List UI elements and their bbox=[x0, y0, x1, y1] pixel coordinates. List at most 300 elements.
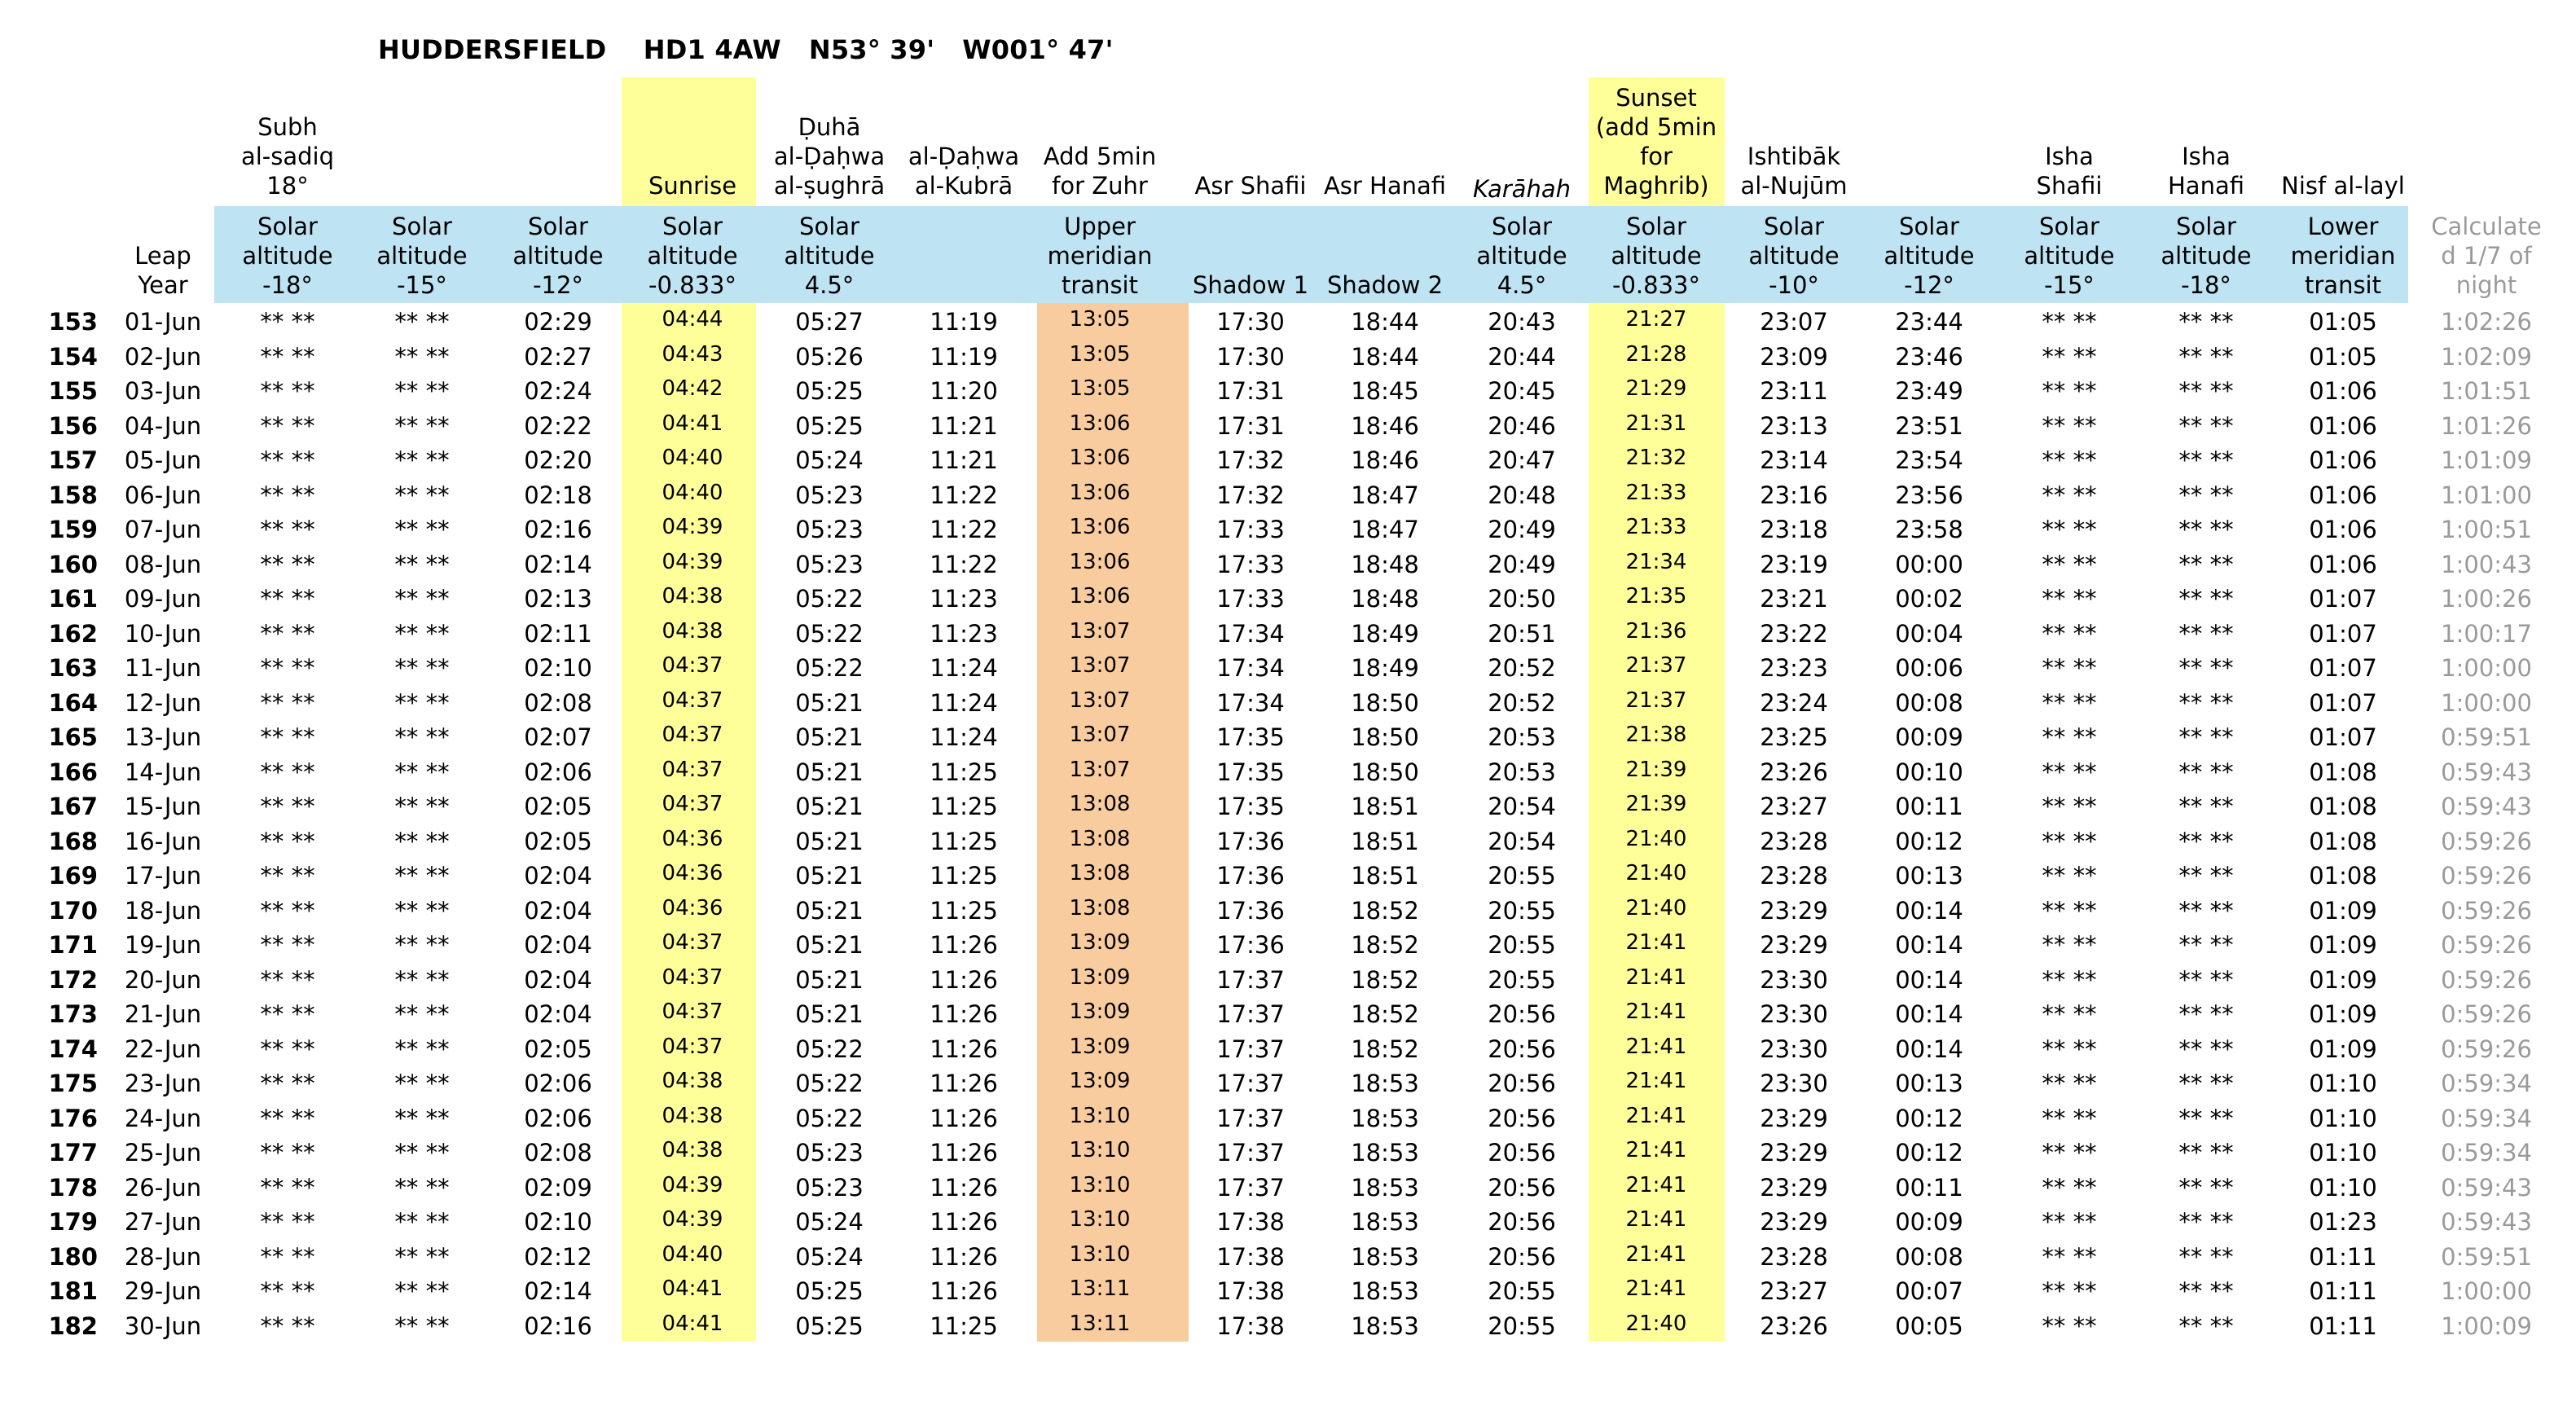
time-cell: 00:02 bbox=[1895, 585, 1963, 613]
header-line: Solar bbox=[2039, 213, 2099, 240]
time-cell: 13:09 bbox=[1069, 930, 1131, 955]
time-cell: 23:29 bbox=[1760, 1208, 1828, 1236]
header-line: Isha bbox=[2045, 143, 2094, 170]
time-cell: 11:26 bbox=[930, 965, 998, 994]
time-cell: 04:37 bbox=[662, 930, 723, 955]
time-cell: 01:06 bbox=[2309, 411, 2377, 440]
day-number: 182 bbox=[48, 1312, 98, 1340]
time-cell: 05:21 bbox=[795, 758, 864, 786]
time-cell: ** ** bbox=[260, 411, 315, 440]
time-cell: 02:06 bbox=[524, 1104, 592, 1132]
time-cell: 1:01:09 bbox=[2441, 446, 2532, 474]
header-line: al-Nujūm bbox=[1740, 172, 1848, 200]
date-cell: 06-Jun bbox=[124, 481, 202, 509]
time-cell: 01:11 bbox=[2309, 1242, 2377, 1271]
time-cell: ** ** bbox=[260, 965, 315, 994]
time-cell: ** ** bbox=[2178, 342, 2234, 371]
time-cell: 20:46 bbox=[1488, 411, 1556, 440]
time-cell: ** ** bbox=[2178, 654, 2234, 682]
time-cell: 11:24 bbox=[930, 723, 998, 751]
time-cell: 21:41 bbox=[1625, 1276, 1687, 1301]
time-cell: ** ** bbox=[260, 1104, 315, 1132]
day-number: 177 bbox=[48, 1139, 98, 1167]
time-cell: ** ** bbox=[394, 931, 450, 959]
time-cell: 01:09 bbox=[2309, 896, 2377, 925]
time-cell: 20:56 bbox=[1488, 1208, 1556, 1236]
time-cell: 21:39 bbox=[1625, 757, 1687, 782]
time-cell: 00:13 bbox=[1895, 862, 1963, 890]
time-cell: 01:09 bbox=[2309, 1035, 2377, 1063]
time-cell: 20:56 bbox=[1488, 1242, 1556, 1271]
time-cell: 04:38 bbox=[662, 1138, 723, 1162]
time-cell: 0:59:43 bbox=[2441, 793, 2532, 820]
time-cell: 02:13 bbox=[524, 585, 592, 613]
table-row bbox=[0, 409, 2576, 443]
time-cell: 23:30 bbox=[1760, 965, 1828, 994]
time-cell: 18:45 bbox=[1351, 377, 1419, 405]
table-row bbox=[0, 478, 2576, 512]
time-cell: 11:25 bbox=[930, 827, 998, 855]
time-cell: 21:39 bbox=[1625, 792, 1687, 816]
time-cell: ** ** bbox=[394, 827, 450, 855]
time-cell: ** ** bbox=[2042, 550, 2097, 578]
table-row bbox=[0, 720, 2576, 754]
time-cell: 23:29 bbox=[1760, 931, 1828, 959]
time-cell: 02:06 bbox=[524, 1070, 592, 1097]
header-c8 bbox=[1184, 206, 1318, 303]
time-cell: ** ** bbox=[260, 550, 315, 578]
time-cell: 02:11 bbox=[524, 619, 592, 648]
time-cell: 0:59:26 bbox=[2441, 1000, 2532, 1028]
time-cell: 18:53 bbox=[1351, 1242, 1419, 1271]
time-cell: 18:51 bbox=[1351, 862, 1419, 890]
header-line: Solar bbox=[1492, 213, 1552, 240]
time-cell: 23:24 bbox=[1760, 688, 1828, 717]
time-cell: 13:05 bbox=[1069, 307, 1131, 332]
time-cell: 11:25 bbox=[930, 793, 998, 820]
time-cell: 21:41 bbox=[1625, 1172, 1687, 1197]
time-cell: ** ** bbox=[2042, 1277, 2097, 1305]
time-cell: 01:10 bbox=[2309, 1070, 2377, 1097]
time-cell: 04:41 bbox=[662, 411, 723, 436]
time-cell: 13:11 bbox=[1069, 1276, 1131, 1301]
time-cell: 18:44 bbox=[1351, 308, 1419, 336]
time-cell: 1:00:17 bbox=[2441, 619, 2532, 648]
time-cell: 21:40 bbox=[1625, 826, 1687, 851]
time-cell: 02:12 bbox=[524, 1242, 592, 1271]
time-cell: 17:31 bbox=[1216, 377, 1285, 405]
time-cell: 04:37 bbox=[662, 1000, 723, 1024]
time-cell: 21:41 bbox=[1625, 1138, 1687, 1162]
time-cell: ** ** bbox=[260, 793, 315, 820]
time-cell: ** ** bbox=[2178, 481, 2234, 509]
time-cell: 04:44 bbox=[662, 307, 723, 332]
header-line: Maghrib) bbox=[1603, 172, 1709, 200]
time-cell: 17:35 bbox=[1216, 758, 1285, 786]
time-cell: 23:19 bbox=[1760, 550, 1828, 578]
time-cell: 11:26 bbox=[930, 1035, 998, 1063]
day-number: 172 bbox=[48, 965, 98, 994]
time-cell: 20:49 bbox=[1488, 516, 1556, 543]
header-c11 bbox=[1589, 206, 1724, 303]
time-cell: 00:04 bbox=[1895, 619, 1963, 648]
time-cell: 17:34 bbox=[1216, 654, 1285, 682]
header-line: -0.833° bbox=[648, 271, 736, 299]
day-number: 178 bbox=[48, 1173, 98, 1202]
header-line: Sunset bbox=[1615, 84, 1697, 112]
time-cell: 13:08 bbox=[1069, 895, 1131, 921]
time-cell: 23:23 bbox=[1760, 654, 1828, 682]
header-isha_hanafi bbox=[2137, 77, 2275, 204]
time-cell: 11:23 bbox=[930, 585, 998, 613]
time-cell: 13:07 bbox=[1069, 723, 1131, 747]
time-cell: 17:30 bbox=[1216, 342, 1285, 371]
day-number: 163 bbox=[48, 654, 98, 682]
time-cell: 02:04 bbox=[524, 862, 592, 890]
time-cell: 20:54 bbox=[1488, 793, 1556, 820]
time-cell: 04:37 bbox=[662, 688, 723, 713]
header-line: al-ṣughrā bbox=[773, 172, 886, 200]
time-cell: 20:52 bbox=[1488, 688, 1556, 717]
header-line: Solar bbox=[662, 213, 723, 240]
time-cell: 0:59:26 bbox=[2441, 896, 2532, 925]
time-cell: 11:24 bbox=[930, 688, 998, 717]
time-cell: 05:22 bbox=[795, 654, 864, 682]
time-cell: 04:38 bbox=[662, 1069, 723, 1093]
header-line: Solar bbox=[257, 213, 318, 240]
header-line: -15° bbox=[2044, 271, 2095, 299]
header-line: -18° bbox=[262, 271, 313, 299]
time-cell: ** ** bbox=[394, 342, 450, 371]
header-line: Shafii bbox=[2036, 172, 2103, 200]
time-cell: 05:25 bbox=[795, 1277, 864, 1305]
time-cell: 00:12 bbox=[1895, 1104, 1963, 1132]
time-cell: 04:38 bbox=[662, 584, 723, 609]
time-cell: ** ** bbox=[394, 862, 450, 890]
time-cell: 02:04 bbox=[524, 896, 592, 925]
day-number: 156 bbox=[48, 411, 98, 440]
date-cell: 12-Jun bbox=[124, 688, 202, 717]
date-cell: 10-Jun bbox=[124, 619, 202, 648]
time-cell: 21:32 bbox=[1625, 446, 1687, 470]
time-cell: 00:00 bbox=[1895, 550, 1963, 578]
date-cell: 28-Jun bbox=[124, 1242, 202, 1271]
time-cell: 02:27 bbox=[524, 342, 592, 371]
time-cell: ** ** bbox=[260, 1312, 315, 1340]
time-cell: 13:09 bbox=[1069, 1000, 1131, 1024]
time-cell: 11:26 bbox=[930, 1173, 998, 1202]
table-row bbox=[0, 1171, 2576, 1205]
time-cell: 00:07 bbox=[1895, 1277, 1963, 1305]
time-cell: 02:24 bbox=[524, 377, 592, 405]
time-cell: 17:35 bbox=[1216, 793, 1285, 820]
time-cell: 11:25 bbox=[930, 862, 998, 890]
time-cell: 21:41 bbox=[1625, 1103, 1687, 1128]
time-cell: ** ** bbox=[2042, 931, 2097, 959]
time-cell: 18:53 bbox=[1351, 1173, 1419, 1202]
time-cell: ** ** bbox=[394, 550, 450, 578]
time-cell: 04:42 bbox=[662, 376, 723, 401]
time-cell: ** ** bbox=[394, 654, 450, 682]
header-line: altitude bbox=[1476, 242, 1567, 270]
header-line: al-Ḍaḥwa bbox=[773, 143, 886, 170]
time-cell: 18:53 bbox=[1351, 1139, 1419, 1167]
time-cell: ** ** bbox=[394, 1312, 450, 1340]
time-cell: 18:52 bbox=[1351, 965, 1419, 994]
time-cell: 18:49 bbox=[1351, 654, 1419, 682]
time-cell: 05:23 bbox=[795, 1139, 864, 1167]
time-cell: 23:44 bbox=[1895, 308, 1963, 336]
table-row bbox=[0, 1309, 2576, 1343]
time-cell: 21:37 bbox=[1625, 653, 1687, 678]
page-title: HUDDERSFIELD HD1 4AW N53° 39' W001° 47' bbox=[378, 34, 1114, 65]
time-cell: 00:09 bbox=[1895, 723, 1963, 751]
time-cell: 05:24 bbox=[795, 446, 864, 474]
time-cell: 17:37 bbox=[1216, 1104, 1285, 1132]
table-row bbox=[0, 1101, 2576, 1136]
table-row bbox=[0, 1136, 2576, 1170]
time-cell: 17:38 bbox=[1216, 1208, 1285, 1236]
time-cell: ** ** bbox=[260, 827, 315, 855]
day-number: 174 bbox=[48, 1035, 98, 1063]
time-cell: 13:08 bbox=[1069, 792, 1131, 816]
time-cell: 11:26 bbox=[930, 1000, 998, 1028]
time-cell: 20:50 bbox=[1488, 585, 1556, 613]
header-line: 18° bbox=[266, 172, 309, 200]
time-cell: 11:21 bbox=[930, 411, 998, 440]
time-cell: 17:38 bbox=[1216, 1277, 1285, 1305]
time-cell: 01:07 bbox=[2309, 654, 2377, 682]
time-cell: ** ** bbox=[2042, 688, 2097, 717]
header-line: Calculate bbox=[2431, 213, 2542, 240]
time-cell: ** ** bbox=[394, 1070, 450, 1097]
time-cell: ** ** bbox=[2178, 688, 2234, 717]
header-karahah bbox=[1453, 77, 1591, 204]
time-cell: ** ** bbox=[2178, 446, 2234, 474]
time-cell: 05:21 bbox=[795, 862, 864, 890]
time-cell: 01:11 bbox=[2309, 1277, 2377, 1305]
time-cell: ** ** bbox=[2042, 1208, 2097, 1236]
header-c13 bbox=[1862, 206, 1997, 303]
day-number: 158 bbox=[48, 481, 98, 509]
header-line: transit bbox=[1062, 271, 1138, 299]
time-cell: ** ** bbox=[260, 481, 315, 509]
time-cell: ** ** bbox=[260, 1070, 315, 1097]
time-cell: 20:49 bbox=[1488, 550, 1556, 578]
time-cell: ** ** bbox=[2178, 377, 2234, 405]
time-cell: 01:10 bbox=[2309, 1104, 2377, 1132]
time-cell: 1:00:00 bbox=[2441, 1277, 2532, 1305]
time-cell: 23:30 bbox=[1760, 1000, 1828, 1028]
time-cell: 18:52 bbox=[1351, 896, 1419, 925]
time-cell: ** ** bbox=[2178, 1139, 2234, 1167]
header-line: al-sadiq bbox=[240, 143, 335, 170]
header-line: Solar bbox=[1626, 213, 1686, 240]
time-cell: ** ** bbox=[394, 619, 450, 648]
day-number: 157 bbox=[48, 446, 98, 474]
day-number: 171 bbox=[48, 931, 98, 959]
header-c9 bbox=[1318, 206, 1453, 303]
time-cell: 01:06 bbox=[2309, 377, 2377, 405]
time-cell: ** ** bbox=[394, 1242, 450, 1271]
time-cell: ** ** bbox=[394, 585, 450, 613]
header-c14 bbox=[2002, 206, 2137, 303]
time-cell: 21:34 bbox=[1625, 549, 1687, 574]
time-cell: 02:14 bbox=[524, 550, 592, 578]
time-cell: 23:28 bbox=[1760, 827, 1828, 855]
time-cell: 13:07 bbox=[1069, 688, 1131, 713]
header-line: -18° bbox=[2181, 271, 2231, 299]
time-cell: 05:21 bbox=[795, 896, 864, 925]
day-number: 167 bbox=[48, 793, 98, 820]
time-cell: 13:09 bbox=[1069, 964, 1131, 990]
time-cell: 1:01:00 bbox=[2441, 481, 2532, 509]
time-cell: 18:53 bbox=[1351, 1277, 1419, 1305]
time-cell: 20:56 bbox=[1488, 1104, 1556, 1132]
time-cell: 05:25 bbox=[795, 1312, 864, 1340]
header-duha_kubra bbox=[895, 77, 1033, 204]
time-cell: 21:41 bbox=[1625, 1207, 1687, 1232]
header-asr_shafii bbox=[1181, 77, 1320, 204]
header-line: -12° bbox=[533, 271, 583, 299]
time-cell: ** ** bbox=[260, 862, 315, 890]
time-cell: 23:26 bbox=[1760, 758, 1828, 786]
time-cell: 23:18 bbox=[1760, 516, 1828, 543]
time-cell: 18:53 bbox=[1351, 1104, 1419, 1132]
header-line: Shadow 2 bbox=[1326, 271, 1444, 299]
time-cell: 00:12 bbox=[1895, 1139, 1963, 1167]
time-cell: 20:45 bbox=[1488, 377, 1556, 405]
time-cell: 02:04 bbox=[524, 1000, 592, 1028]
header-c15 bbox=[2139, 206, 2274, 303]
day-number: 153 bbox=[48, 308, 98, 336]
time-cell: ** ** bbox=[2178, 1208, 2234, 1236]
time-cell: ** ** bbox=[260, 377, 315, 405]
header-line: altitude bbox=[1748, 242, 1840, 270]
header-c3 bbox=[491, 206, 626, 303]
time-cell: 11:25 bbox=[930, 1312, 998, 1340]
time-cell: 11:26 bbox=[930, 1104, 998, 1132]
header-line: Solar bbox=[1899, 213, 1959, 240]
time-cell: ** ** bbox=[2178, 308, 2234, 336]
time-cell: 11:19 bbox=[930, 342, 998, 371]
date-cell: 17-Jun bbox=[124, 862, 202, 890]
date-cell: 25-Jun bbox=[124, 1139, 202, 1167]
header-line: Asr Shafii bbox=[1194, 172, 1307, 200]
day-number: 159 bbox=[48, 516, 98, 543]
time-cell: 18:48 bbox=[1351, 585, 1419, 613]
time-cell: 02:14 bbox=[524, 1277, 592, 1305]
time-cell: 02:04 bbox=[524, 965, 592, 994]
time-cell: 20:55 bbox=[1488, 931, 1556, 959]
date-cell: 29-Jun bbox=[124, 1277, 202, 1305]
time-cell: 11:25 bbox=[930, 758, 998, 786]
time-cell: 17:36 bbox=[1216, 862, 1285, 890]
header-line: Sunrise bbox=[648, 172, 737, 200]
time-cell: 05:23 bbox=[795, 550, 864, 578]
time-cell: ** ** bbox=[2042, 862, 2097, 890]
time-cell: 23:27 bbox=[1760, 1277, 1828, 1305]
date-cell: 19-Jun bbox=[124, 931, 202, 959]
day-number: 168 bbox=[48, 827, 98, 855]
time-cell: 00:14 bbox=[1895, 1000, 1963, 1028]
time-cell: 04:37 bbox=[662, 723, 723, 747]
time-cell: 21:37 bbox=[1625, 688, 1687, 713]
time-cell: ** ** bbox=[2178, 411, 2234, 440]
time-cell: 0:59:51 bbox=[2441, 723, 2532, 751]
time-cell: ** ** bbox=[2042, 1312, 2097, 1340]
time-cell: 13:06 bbox=[1069, 584, 1131, 609]
time-cell: 04:37 bbox=[662, 653, 723, 678]
time-cell: ** ** bbox=[260, 446, 315, 474]
header-ishtibak bbox=[1725, 77, 1863, 204]
time-cell: 04:43 bbox=[662, 341, 723, 367]
time-cell: 17:34 bbox=[1216, 619, 1285, 648]
time-cell: ** ** bbox=[2178, 723, 2234, 751]
time-cell: 05:21 bbox=[795, 827, 864, 855]
table-row bbox=[0, 894, 2576, 928]
time-cell: 05:26 bbox=[795, 342, 864, 371]
time-cell: 05:23 bbox=[795, 481, 864, 509]
time-cell: 00:05 bbox=[1895, 1312, 1963, 1340]
time-cell: 20:47 bbox=[1488, 446, 1556, 474]
time-cell: 20:48 bbox=[1488, 481, 1556, 509]
time-cell: ** ** bbox=[2178, 550, 2234, 578]
time-cell: 23:29 bbox=[1760, 1139, 1828, 1167]
time-cell: ** ** bbox=[394, 411, 450, 440]
time-cell: 17:37 bbox=[1216, 1000, 1285, 1028]
header-c5 bbox=[763, 206, 897, 303]
time-cell: 04:37 bbox=[662, 964, 723, 990]
time-cell: 17:38 bbox=[1216, 1242, 1285, 1271]
time-cell: ** ** bbox=[260, 516, 315, 543]
time-cell: ** ** bbox=[2178, 516, 2234, 543]
time-cell: ** ** bbox=[394, 965, 450, 994]
time-cell: 23:14 bbox=[1760, 446, 1828, 474]
time-cell: 05:21 bbox=[795, 688, 864, 717]
time-cell: ** ** bbox=[394, 516, 450, 543]
table-row bbox=[0, 997, 2576, 1031]
time-cell: 0:59:51 bbox=[2441, 1242, 2532, 1271]
time-cell: 00:13 bbox=[1895, 1070, 1963, 1097]
header-line: Solar bbox=[1764, 213, 1824, 240]
date-cell: 04-Jun bbox=[124, 411, 202, 440]
table-row bbox=[0, 1032, 2576, 1066]
time-cell: 1:02:09 bbox=[2441, 342, 2532, 371]
time-cell: 23:29 bbox=[1760, 1104, 1828, 1132]
header-line: Hanafi bbox=[2168, 172, 2244, 200]
day-number: 179 bbox=[48, 1208, 98, 1236]
time-cell: 23:56 bbox=[1895, 481, 1963, 509]
time-cell: 01:06 bbox=[2309, 446, 2377, 474]
time-cell: 23:30 bbox=[1760, 1070, 1828, 1097]
time-cell: ** ** bbox=[2178, 1035, 2234, 1063]
date-cell: 05-Jun bbox=[124, 446, 202, 474]
time-cell: 1:01:51 bbox=[2441, 377, 2532, 405]
day-number: 154 bbox=[48, 342, 98, 371]
date-cell: 23-Jun bbox=[124, 1070, 202, 1097]
time-cell: 0:59:34 bbox=[2441, 1070, 2532, 1097]
time-cell: 20:56 bbox=[1488, 1035, 1556, 1063]
time-cell: 18:44 bbox=[1351, 342, 1419, 371]
date-cell: 13-Jun bbox=[124, 723, 202, 751]
time-cell: 18:53 bbox=[1351, 1312, 1419, 1340]
date-cell: 07-Jun bbox=[124, 516, 202, 543]
time-cell: ** ** bbox=[2042, 342, 2097, 371]
time-cell: 13:07 bbox=[1069, 618, 1131, 644]
time-cell: 21:41 bbox=[1625, 1000, 1687, 1024]
header-c12 bbox=[1727, 206, 1862, 303]
